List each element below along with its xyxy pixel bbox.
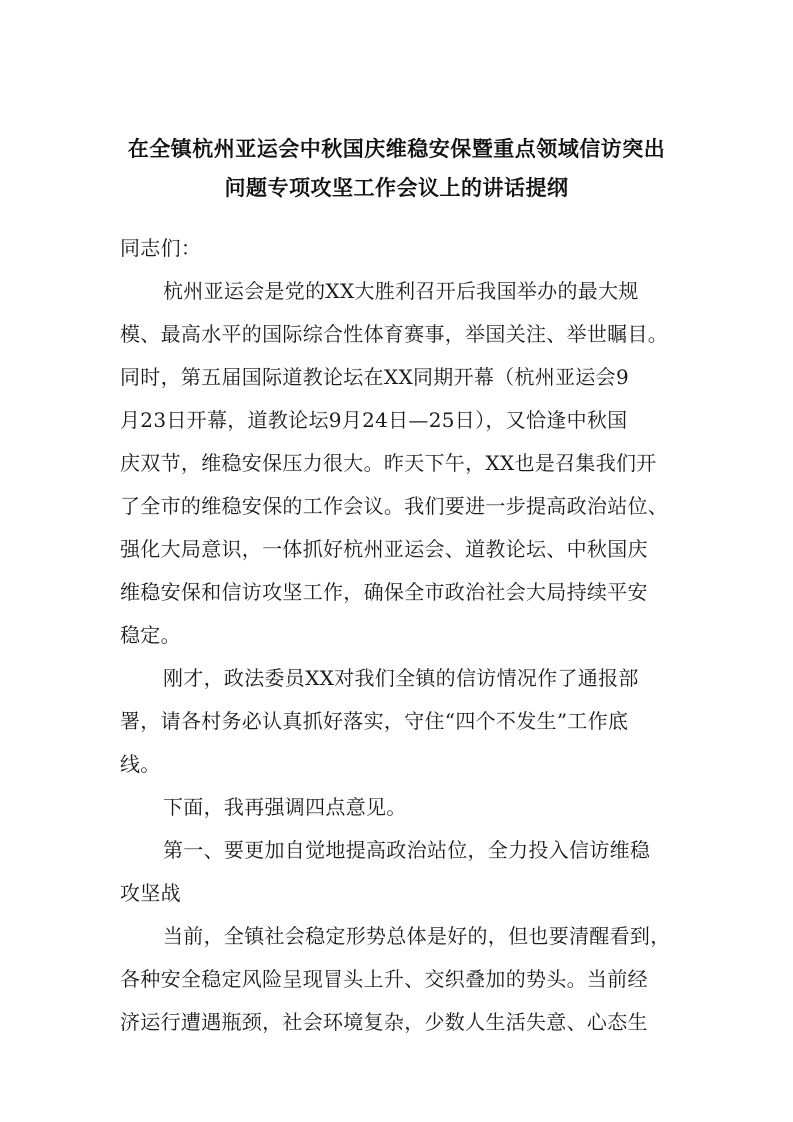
body-line: 同时，第五届国际道教论坛在XX同期开幕（杭州亚运会9 [120, 365, 630, 389]
body-line: 署，请各村务必认真抓好落实，守住“四个不发生”工作底 [120, 709, 629, 733]
body-line: 庆双节，维稳安保压力很大。昨天下午，XX也是召集我们开 [120, 451, 657, 475]
body-line: 下面，我再强调四点意见。 [163, 795, 407, 819]
body-line: 维稳安保和信访攻坚工作，确保全市政治社会大局持续平安 [120, 580, 648, 604]
body-line: 稳定。 [120, 623, 181, 647]
body-line: 模、最高水平的国际综合性体育赛事，举国关注、举世瞩目。 [120, 322, 669, 346]
salutation: 同志们： [120, 236, 202, 260]
body-line: 强化大局意识，一体抓好杭州亚运会、道教论坛、中秋国庆 [120, 537, 648, 561]
body-line: 月23日开幕，道教论坛9月24日—25日），又恰逢中秋国 [120, 408, 628, 432]
body-line: 各种安全稳定风险呈现冒头上升、交织叠加的势头。当前经 [120, 967, 648, 991]
body-line: 济运行遭遇瓶颈，社会环境复杂，少数人生活失意、心态生 [120, 1010, 648, 1034]
document-title-line-1: 在全镇杭州亚运会中秋国庆维稳安保暨重点领域信访突出 [127, 136, 666, 161]
section-heading: 第一、要更加自觉地提高政治站位，全力投入信访维稳 [163, 838, 651, 862]
body-line: 线。 [120, 752, 161, 776]
section-heading: 攻坚战 [120, 881, 181, 905]
body-line: 当前，全镇社会稳定形势总体是好的，但也要清醒看到， [163, 924, 671, 948]
body-line: 杭州亚运会是党的XX大胜利召开后我国举办的最大规 [163, 279, 639, 303]
body-line: 了全市的维稳安保的工作会议。我们要进一步提高政治站位、 [120, 494, 669, 518]
body-line: 刚才，政法委员XX对我们全镇的信访情况作了通报部 [163, 666, 639, 690]
document-title-line-2: 问题专项攻坚工作会议上的讲话提纲 [224, 175, 569, 200]
